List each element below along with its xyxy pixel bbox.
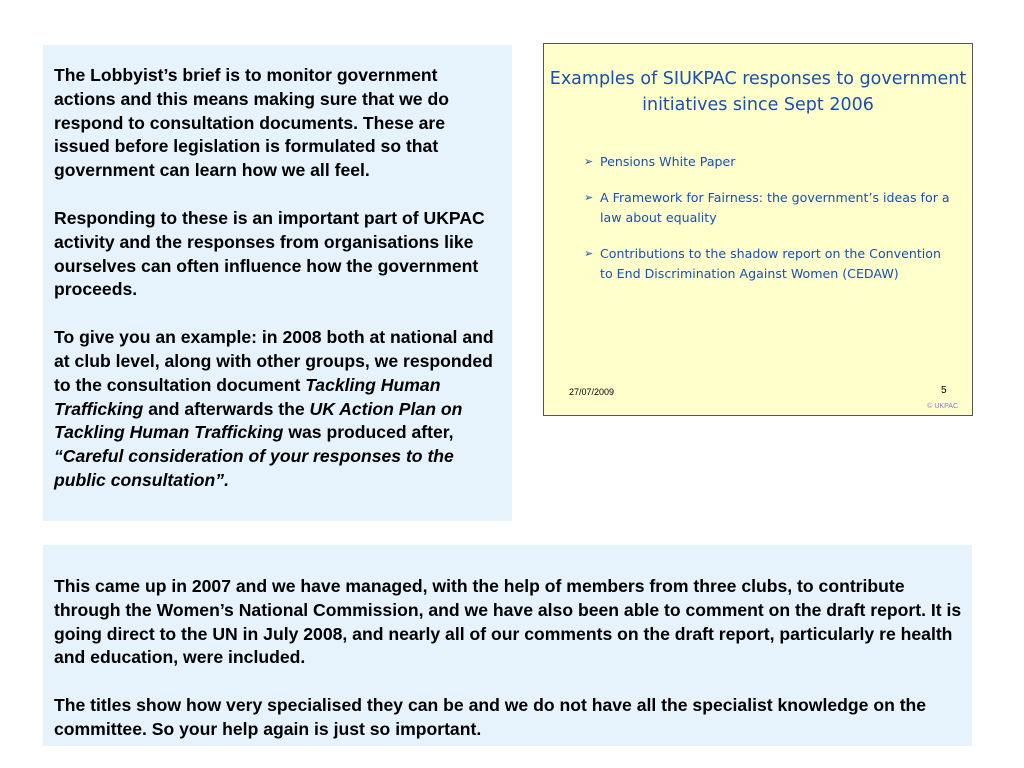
notes-paragraph-1: The Lobbyist’s brief is to monitor government actions and this means making sure that we do respond to consultation documents. These are issued before legislation is formulated so that government can learn how we all feel. <box>54 65 449 181</box>
notes-text: was produced after, <box>283 422 454 443</box>
notes-text: To give you an example: in 2008 both at national and at club level, along with other groups, we responded to the consultation document <box>54 327 494 395</box>
slide-bullet-item <box>584 244 954 284</box>
notes-paragraph-5: The titles show how very specialised they can be and we do not have all the specialist knowledge on the committee. So your help again is just so important. <box>54 695 927 739</box>
arrow-bullet-icon: ➢ <box>584 155 594 168</box>
notes-paragraph-2: Responding to these is an important part of UKPAC activity and the responses from organisations like ourselves can often influence how the government proceeds. <box>54 207 485 300</box>
slide-bullet-list <box>584 152 954 300</box>
document-title-italic: Tackling Human Trafficking <box>54 374 441 419</box>
slide-bullet-item <box>584 152 954 172</box>
notes-text: and afterwards the <box>143 398 310 419</box>
slide-bullet-text: Contributions to the shadow report on the Convention to End Discrimination Against Women (CEDAW) <box>600 246 941 281</box>
notes-panel-bottom <box>43 545 972 746</box>
slide-title: Examples of SIUKPAC responses to government initiatives since Sept 2006 <box>549 69 967 115</box>
slide-page-number: 5 <box>941 385 947 396</box>
slide-thumbnail <box>543 43 973 416</box>
slide-copyright: © UKPAC <box>927 403 958 410</box>
slide-bullet-item <box>584 188 954 228</box>
arrow-bullet-icon: ➢ <box>584 247 594 260</box>
notes-paragraph-3 <box>54 326 502 493</box>
slide-bullet-text: Pensions White Paper <box>600 154 736 169</box>
notes-paragraph-4: This came up in 2007 and we have managed, with the help of members from three clubs, to contribute through the Women’s National Commission, and we have also been able to comment on the draft report. It is going direct to the UN in July 2008, and nearly all of our comments on the draft report, particularly re health and education, were included. <box>54 576 962 668</box>
slide-date: 27/07/2009 <box>569 387 615 397</box>
quote-italic: “Careful consideration of your responses to the public consultation”. <box>54 446 454 490</box>
slide-bullet-text: A Framework for Fairness: the government’s ideas for a law about equality <box>600 190 950 225</box>
notes-panel-left <box>43 45 512 521</box>
action-plan-title-italic: UK Action Plan on Tackling Human Trafficking <box>54 398 463 443</box>
arrow-bullet-icon: ➢ <box>584 191 594 204</box>
